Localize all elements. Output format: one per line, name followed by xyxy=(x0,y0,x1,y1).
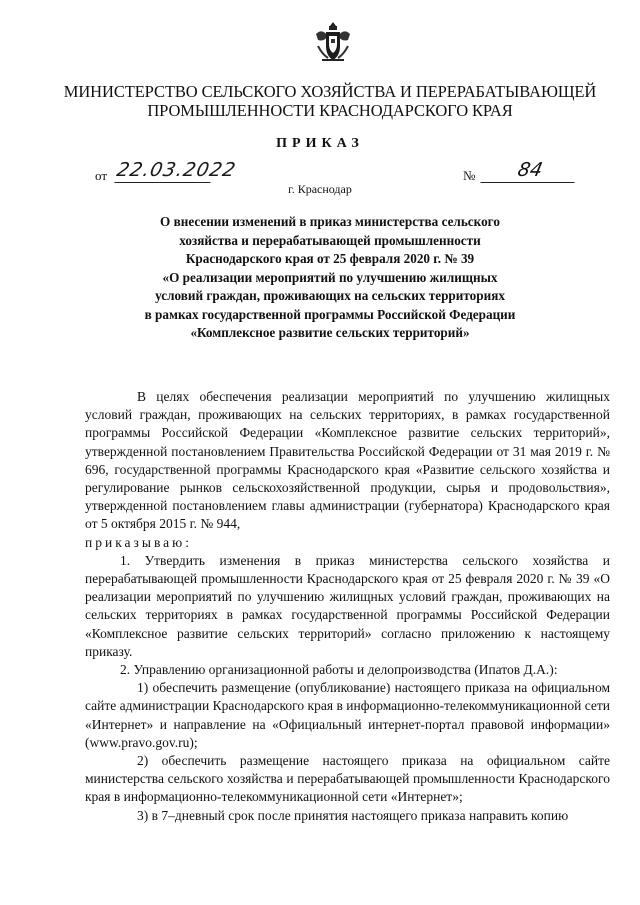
city: г. Краснодар xyxy=(288,182,352,196)
subject-line: условий граждан, проживающих на сельских территориях xyxy=(155,288,505,303)
item-1: 1. Утвердить изменения в приказ министерства сельского хозяйства и перерабатывающей промышленности Краснодарского края от 25 февраля 2020 г. № 39 «О реализации мероприятий по улучшению жилищных условий граждан, проживающих на сельских территориях в рамках государственной программы Российской Федерации «Комплексное развитие сельских территорий» согласно приложению к настоящему приказу. xyxy=(85,552,610,659)
item-2-3: 3) в 7–дневный срок после принятия настоящего приказа направить копию xyxy=(137,807,569,823)
number-prefix: № xyxy=(463,168,476,183)
preamble-paragraph: В целях обеспечения реализации мероприятий по улучшению жилищных условий граждан, проживающих на сельских территориях, в рамках государственной программы Российской Федерации «Комплексное развитие сельских территорий», утвержденной постановлением Правительства Российской Федерации от 31 мая 2019 г. № 696, государственной программы Краснодарского края «Развитие сельского хозяйства и регулирование рынков сельскохозяйственной продукции, сырья и продовольствия», утвержденной постановлением главы администрации (губернатора) Краснодарского края от 5 октября 2015 г. № 944, xyxy=(85,389,610,532)
ministry-line-2: ПРОМЫШЛЕННОСТИ КРАСНОДАРСКОГО КРАЯ xyxy=(147,101,513,120)
item-2-1: 1) обеспечить размещение (опубликование) настоящего приказа на официальном сайте администрации Краснодарского края в информационно-телекоммуникационной сети «Интернет» и направление на «Официальный интернет-портал правовой информации» (www.pravo.gov.ru); xyxy=(85,680,610,750)
date-number-row xyxy=(95,158,615,184)
item-2-2: 2) обеспечить размещение настоящего приказа на официальном сайте министерства сельского хозяйства и перерабатывающей промышленности Краснодарского края в информационно-телекоммуникационной сети «Интернет»; xyxy=(85,753,610,805)
ministry-name xyxy=(60,82,600,120)
date-prefix: от xyxy=(95,168,108,183)
item-2: 2. Управлению организационной работы и делопроизводства (Ипатов Д.А.): xyxy=(120,662,558,678)
order-body xyxy=(85,388,610,825)
subject-line: хозяйства и перерабатывающей промышленности xyxy=(179,232,481,248)
subject-line: Краснодарского края от 25 февраля 2020 г. № 39 xyxy=(185,251,475,266)
order-word: приказываю: xyxy=(85,534,192,550)
coat-of-arms-icon xyxy=(312,20,354,64)
order-title: ПРИКАЗ xyxy=(276,136,364,151)
handwritten-date: 22.03.2022 xyxy=(114,159,239,181)
ministry-line-1: МИНИСТЕРСТВО СЕЛЬСКОГО ХОЗЯЙСТВА И ПЕРЕРАБАТЫВАЮЩЕЙ xyxy=(63,82,597,101)
subject-line: «Комплексное развитие сельских территорий» xyxy=(190,325,470,340)
subject-line: «О реализации мероприятий по улучшению жилищных xyxy=(162,269,498,285)
subject-line: О внесении изменений в приказ министерства сельского xyxy=(160,214,500,229)
handwritten-number: 84 xyxy=(480,158,579,183)
order-subject xyxy=(110,213,550,343)
subject-line: в рамках государственной программы Российской Федерации xyxy=(144,306,516,322)
